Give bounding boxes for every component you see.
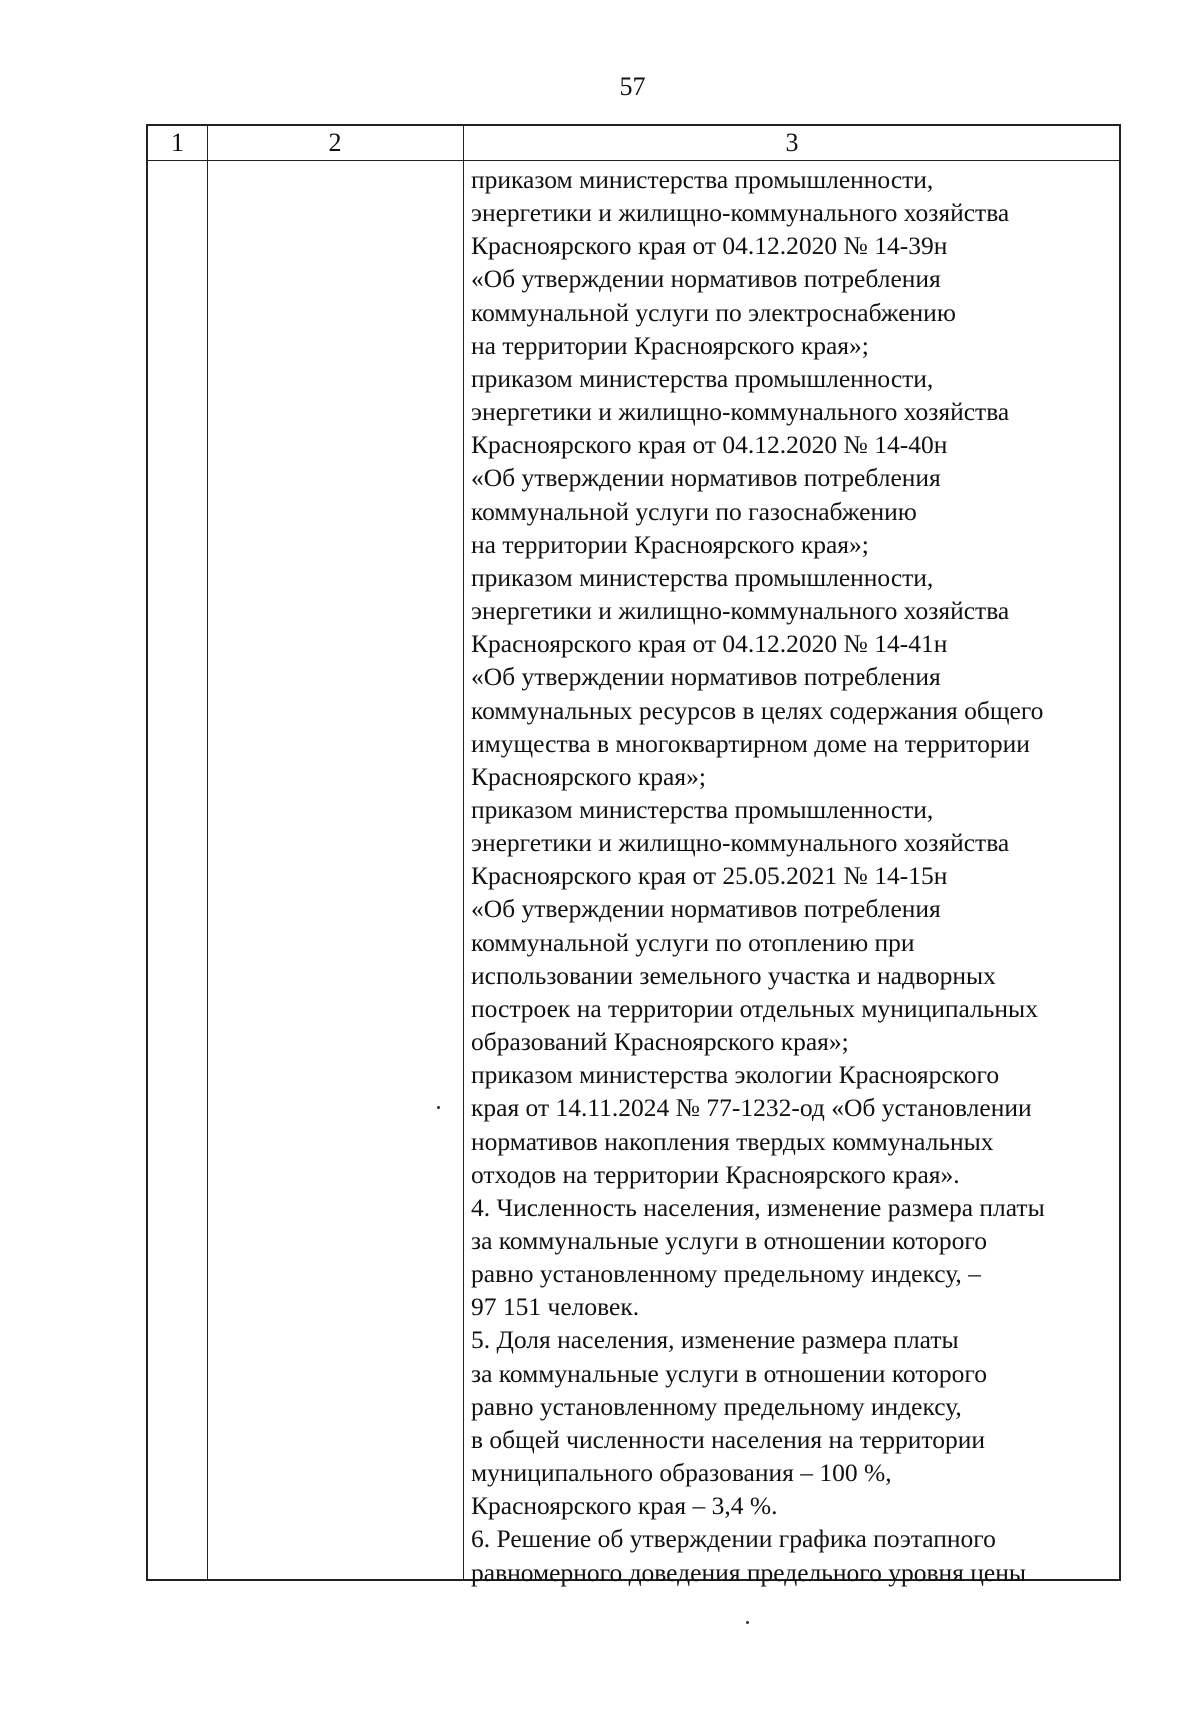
text-line: 4. Численность населения, изменение размера платы [471, 1192, 1045, 1222]
text-line: за коммунальные услуги в отношении которого [471, 1358, 987, 1388]
stray-mark [437, 1106, 440, 1109]
text-line: коммунальной услуги по газоснабжению [471, 496, 917, 526]
text-line: приказом министерства промышленности, [471, 794, 934, 824]
text-line: Красноярского края от 04.12.2020 № 14-39н [471, 231, 948, 261]
text-line: края от 14.11.2024 № 77-1232-од «Об установлении [471, 1093, 1032, 1123]
text-line: «Об утверждении нормативов потребления [471, 662, 941, 692]
text-line: отходов на территории Красноярского края». [471, 1159, 960, 1189]
column-header-2: 2 [328, 128, 342, 157]
text-line: «Об утверждении нормативов потребления [471, 894, 941, 924]
text-line: Красноярского края от 04.12.2020 № 14-41н [471, 629, 948, 659]
text-line: 6. Решение об утверждении графика поэтапного [471, 1524, 996, 1554]
text-line: равномерного доведения предельного уровня цены [471, 1557, 1027, 1587]
text-line: построек на территории отдельных муниципальных [471, 993, 1038, 1023]
text-line: муниципального образования – 100 %, [471, 1458, 892, 1488]
text-line: Красноярского края – 3,4 %. [471, 1491, 778, 1521]
column-header-3: 3 [785, 128, 799, 157]
text-line: использовании земельного участка и надворных [471, 960, 996, 990]
column-divider [207, 126, 208, 1579]
text-line: Красноярского края от 04.12.2020 № 14-40н [471, 430, 948, 460]
text-line: энергетики и жилищно-коммунального хозяйства [471, 596, 1010, 626]
text-line: коммунальной услуги по электроснабжению [471, 297, 956, 327]
column-header-1: 1 [171, 128, 184, 157]
text-line: Красноярского края от 25.05.2021 № 14-15н [471, 861, 948, 891]
text-line: приказом министерства промышленности, [471, 562, 934, 592]
text-line: на территории Красноярского края»; [471, 330, 869, 360]
header-divider [148, 160, 1119, 161]
column-divider [463, 126, 464, 1579]
column-3-content [471, 163, 1121, 1589]
text-line: на территории Красноярского края»; [471, 529, 869, 559]
text-line: 5. Доля населения, изменение размера платы [471, 1325, 959, 1355]
text-line: в общей численности населения на территории [471, 1424, 986, 1454]
text-line: энергетики и жилищно-коммунального хозяйства [471, 397, 1010, 427]
text-line: равно установленному предельному индексу, [471, 1391, 962, 1421]
text-line: Красноярского края»; [471, 761, 706, 791]
text-line: «Об утверждении нормативов потребления [471, 463, 941, 493]
document-table [146, 124, 1121, 1587]
text-line: коммунальной услуги по отоплению при [471, 927, 915, 957]
text-line: «Об утверждении нормативов потребления [471, 264, 941, 294]
text-line: имущества в многоквартирном доме на территории [471, 728, 1030, 758]
text-line: приказом министерства промышленности, [471, 363, 934, 393]
text-line: 97 151 человек. [471, 1292, 640, 1322]
text-line: приказом министерства экологии Красноярского [471, 1060, 1000, 1090]
text-line: приказом министерства промышленности, [471, 165, 934, 194]
text-line: образований Красноярского края»; [471, 1027, 849, 1057]
text-line: энергетики и жилищно-коммунального хозяйства [471, 198, 1010, 228]
text-line: нормативов накопления твердых коммунальных [471, 1126, 994, 1156]
text-line: коммунальных ресурсов в целях содержания общего [471, 695, 1044, 725]
text-line: энергетики и жилищно-коммунального хозяйства [471, 828, 1010, 858]
page-number: 57 [619, 72, 646, 101]
stray-mark [746, 1621, 749, 1624]
text-line: за коммунальные услуги в отношении которого [471, 1226, 987, 1255]
text-line: равно установленному предельному индексу, – [471, 1259, 981, 1289]
